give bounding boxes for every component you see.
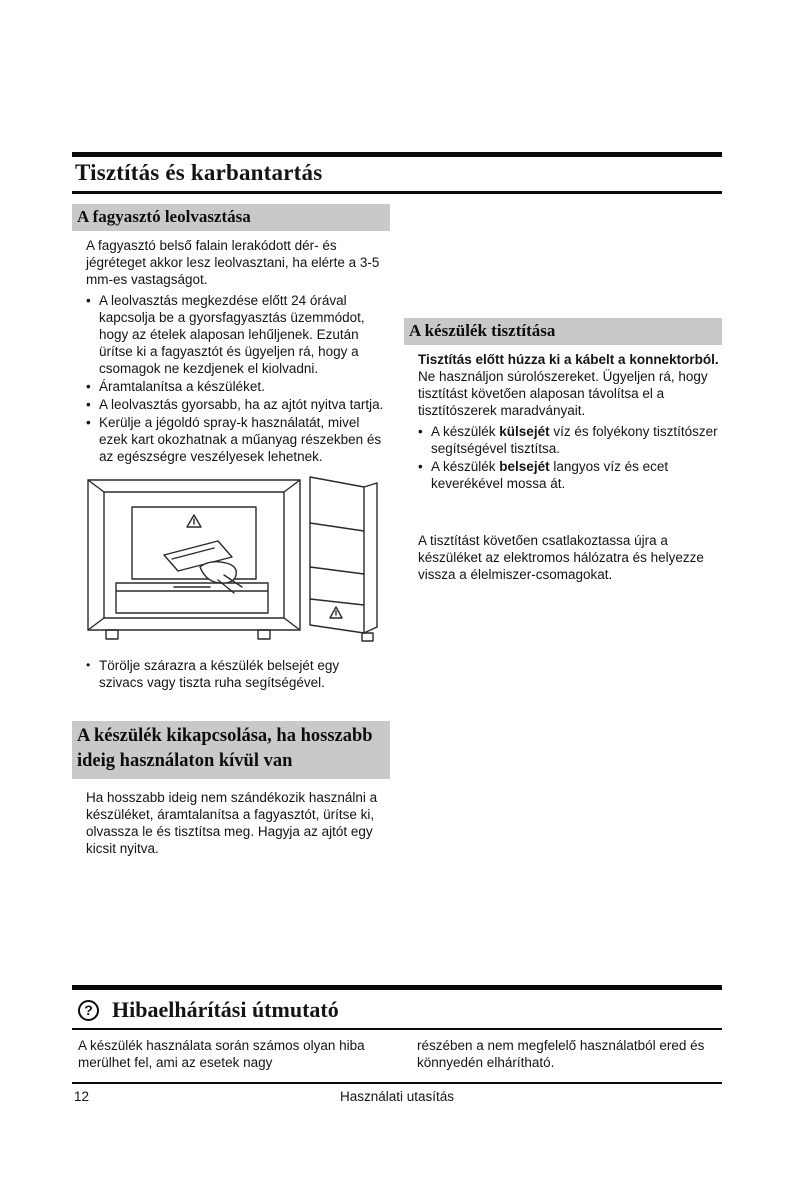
troubleshooting-section — [72, 985, 722, 1071]
list-item: • A leolvasztás megkezdése előtt 24 órával kapcsolja be a gyorsfagyasztás üzemmódot, hogy az ételek alaposan lehűljenek. Ezután ürítse ki a fagyasztót és ügyeljen rá, hogy a csomagok ne kezdjenek el kiolvadni. — [86, 292, 390, 377]
wipe-dry-note: • Törölje szárazra a készülék belsejét egy szivacs vagy tiszta ruha segítségével. — [72, 657, 390, 691]
cleaning-bullet-list — [404, 423, 722, 492]
page-footer — [72, 1082, 722, 1107]
troubleshooting-divider — [72, 985, 722, 990]
bullet-bold: belsejét — [499, 459, 550, 474]
section-heading-cleaning: A készülék tisztítása — [404, 318, 722, 345]
left-column — [72, 204, 390, 857]
list-item: • Áramtalanítsa a készüléket. — [86, 378, 390, 395]
troubleshooting-col2: részében a nem megfelelő használatból ered és könnyedén elhárítható. — [417, 1038, 705, 1070]
cleaning-intro-bold: Tisztítás előtt húzza ki a kábelt a konnektorból. — [418, 352, 719, 367]
top-divider — [72, 152, 722, 157]
defrost-bullet-list — [72, 292, 390, 465]
list-item: • Kerülje a jégoldó spray-k használatát, mivel ezek kart okozhatnak a műanyag részekben és az egészségre veszélyesek lehetnek. — [86, 414, 390, 465]
switch-off-body: Ha hosszabb ideig nem szándékozik használni a készüléket, áramtalanítsa a fagyasztót, ürítse ki, olvassza le és tisztítsa meg. Hagyja az ajtót egy kicsit nyitva. — [86, 790, 378, 856]
footer-title: Használati utasítás — [339, 1089, 455, 1104]
page-number: 12 — [74, 1089, 90, 1104]
freezer-open-door-drawing — [74, 475, 386, 645]
bullet-bold: külsejét — [499, 424, 550, 439]
title-divider — [72, 191, 722, 194]
section-heading-switch-off: A készülék kikapcsolása, ha hosszabb ideig használaton kívül van — [72, 721, 390, 779]
troubleshooting-underline — [72, 1028, 722, 1030]
bullet-text: A készülék — [431, 424, 500, 439]
list-item — [418, 423, 722, 457]
right-column — [404, 318, 722, 583]
section-heading-defrosting: A fagyasztó leolvasztása — [72, 204, 390, 231]
freezer-illustration — [74, 475, 386, 645]
bullet-text: langyos víz és ecet keverékével mossa át. — [431, 459, 669, 491]
troubleshooting-heading: Hibaelhárítási útmutató — [112, 997, 339, 1022]
page-title: Tisztítás és karbantartás — [75, 160, 323, 185]
bullet-text: víz és folyékony tisztítószer segítségével tisztítsa. — [431, 424, 718, 456]
defrost-intro: A fagyasztó belső falain lerakódott dér- és jégréteget akkor lesz leolvasztani, ha elérte a 3-5 mm-es vastagságot. — [86, 238, 380, 287]
troubleshooting-columns — [72, 1037, 722, 1071]
cleaning-intro — [404, 351, 722, 419]
cleaning-intro-rest: Ne használjon súrolószereket. Ügyeljen rá, hogy tisztítást követően alaposan távolítsa el a tisztítószerek maradványait. — [418, 369, 708, 418]
list-item: • A leolvasztás gyorsabb, ha az ajtót nyitva tartja. — [86, 396, 390, 413]
troubleshooting-col1: A készülék használata során számos olyan hiba merülhet fel, ami az esetek nagy — [78, 1038, 365, 1070]
question-mark-icon: ? — [78, 1000, 99, 1021]
cleaning-closing: A tisztítást követően csatlakoztassa újra a készüléket az elektromos hálózatra és helyezze vissza a élelmiszer-csomagokat. — [418, 533, 704, 582]
list-item — [418, 458, 722, 492]
troubleshooting-heading-row — [72, 997, 722, 1023]
bullet-text: A készülék — [431, 459, 500, 474]
